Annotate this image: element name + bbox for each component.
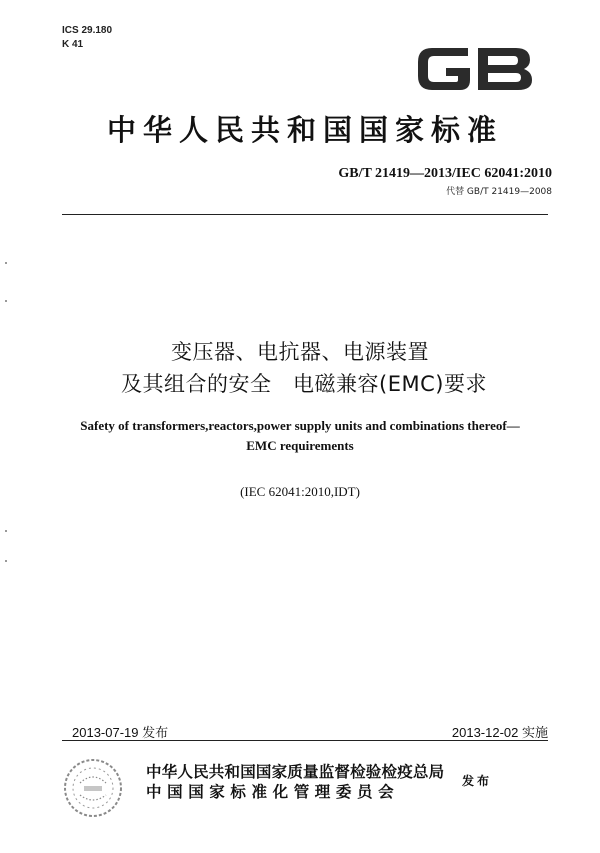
top-divider: [62, 214, 548, 215]
scan-speck: [5, 530, 7, 532]
official-seal-icon: [62, 757, 124, 819]
issuer-sac: 中国国家标准化管理委员会: [146, 783, 400, 801]
bottom-divider: [62, 740, 548, 741]
ics-code: ICS 29.180: [62, 25, 113, 36]
classification-codes: [62, 24, 112, 52]
iec-reference: (IEC 62041:2010,IDT): [240, 484, 360, 499]
title-cn-line2: 及其组合的安全 电磁兼容(EMC)要求: [121, 372, 487, 396]
title-en-line2: EMC requirements: [246, 438, 354, 453]
issuer-aqsiq: 中华人民共和国国家质量监督检验检疫总局: [146, 763, 445, 781]
ccs-code: K 41: [62, 39, 84, 50]
replaces-note: 代替 GB/T 21419—2008: [446, 187, 552, 197]
scan-speck: [5, 300, 7, 302]
implement-date: 2013-12-02 实施: [451, 725, 548, 740]
publish-label: 发布: [462, 774, 493, 788]
scan-speck: [5, 560, 7, 562]
issue-date: 2013-07-19 发布: [72, 725, 169, 740]
title-en-line1: Safety of transformers,reactors,power supply units and combinations thereof—: [80, 418, 520, 433]
title-cn-line1: 变压器、电抗器、电源装置: [171, 340, 429, 364]
standard-number: GB/T 21419—2013/IEC 62041:2010: [338, 166, 552, 181]
national-standard-heading: 中华人民共和国国家标准: [106, 113, 503, 147]
gb-logo: [412, 40, 538, 98]
scan-speck: [5, 262, 7, 264]
